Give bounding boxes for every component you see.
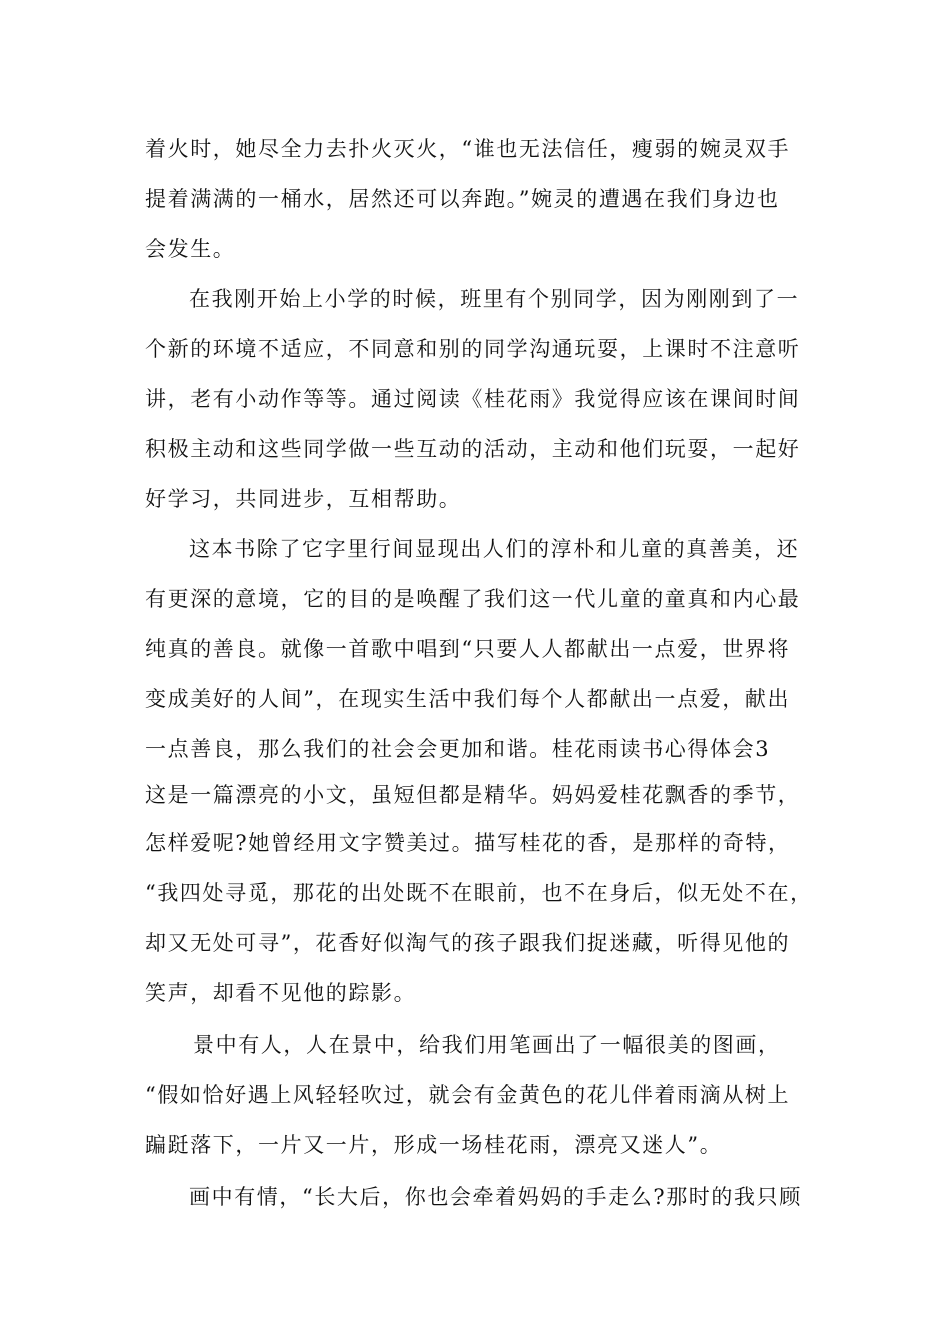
text-line: “我四处寻觅，那花的出处既不在眼前，也不在身后，似无处不在，: [145, 881, 813, 905]
text-line: 积极主动和这些同学做一些互动的活动，主动和他们玩耍，一起好: [145, 437, 801, 461]
text-line: 这本书除了它字里行间显现出人们的淳朴和儿童的真善美，还: [189, 537, 800, 561]
text-line: 着火时，她尽全力去扑火灭火，“谁也无法信任，瘦弱的婉灵双手: [145, 137, 791, 161]
text-line: 怎样爱呢?她曾经用文字赞美过。描写桂花的香，是那样的奇特，: [145, 831, 791, 855]
text-line: 纯真的善良。就像一首歌中唱到“只要人人都献出一点爱，世界将: [145, 637, 791, 661]
text-line: 好学习，共同进步，互相帮助。: [145, 487, 462, 511]
text-line: 笑声，却看不见他的踪影。: [145, 981, 417, 1005]
text-line: 会发生。: [145, 237, 236, 261]
text-line: “假如恰好遇上风轻轻吹过，就会有金黄色的花儿伴着雨滴从树上: [145, 1083, 791, 1107]
text-line: 一点善良，那么我们的社会会更加和谐。桂花雨读书心得体会3: [145, 737, 771, 761]
text-line: 讲，老有小动作等等。通过阅读《桂花雨》我觉得应该在课间时间: [145, 387, 801, 411]
text-line: 变成美好的人间”，在现实生活中我们每个人都献出一点爱，献出: [145, 687, 791, 711]
text-line: 个新的环境不适应，不同意和别的同学沟通玩耍，上课时不注意听: [145, 337, 801, 361]
text-line: 有更深的意境，它的目的是唤醒了我们这一代儿童的童真和内心最: [145, 587, 801, 611]
text-line: 在我刚开始上小学的时候，班里有个别同学，因为刚刚到了一: [189, 287, 800, 311]
text-line: 画中有情，“长大后，你也会牵着妈妈的手走么?那时的我只顾: [189, 1185, 802, 1209]
text-line: 提着满满的一桶水，居然还可以奔跑。”婉灵的遭遇在我们身边也: [145, 187, 780, 211]
text-line: 蹁跹落下，一片又一片，形成一场桂花雨，漂亮又迷人”。: [145, 1133, 723, 1157]
text-line: 这是一篇漂亮的小文，虽短但都是精华。妈妈爱桂花飘香的季节，: [145, 783, 801, 807]
text-line: 景中有人，人在景中，给我们用笔画出了一幅很美的图画，: [193, 1033, 781, 1057]
text-line: 却又无处可寻”，花香好似淘气的孩子跟我们捉迷藏，听得见他的: [145, 931, 791, 955]
